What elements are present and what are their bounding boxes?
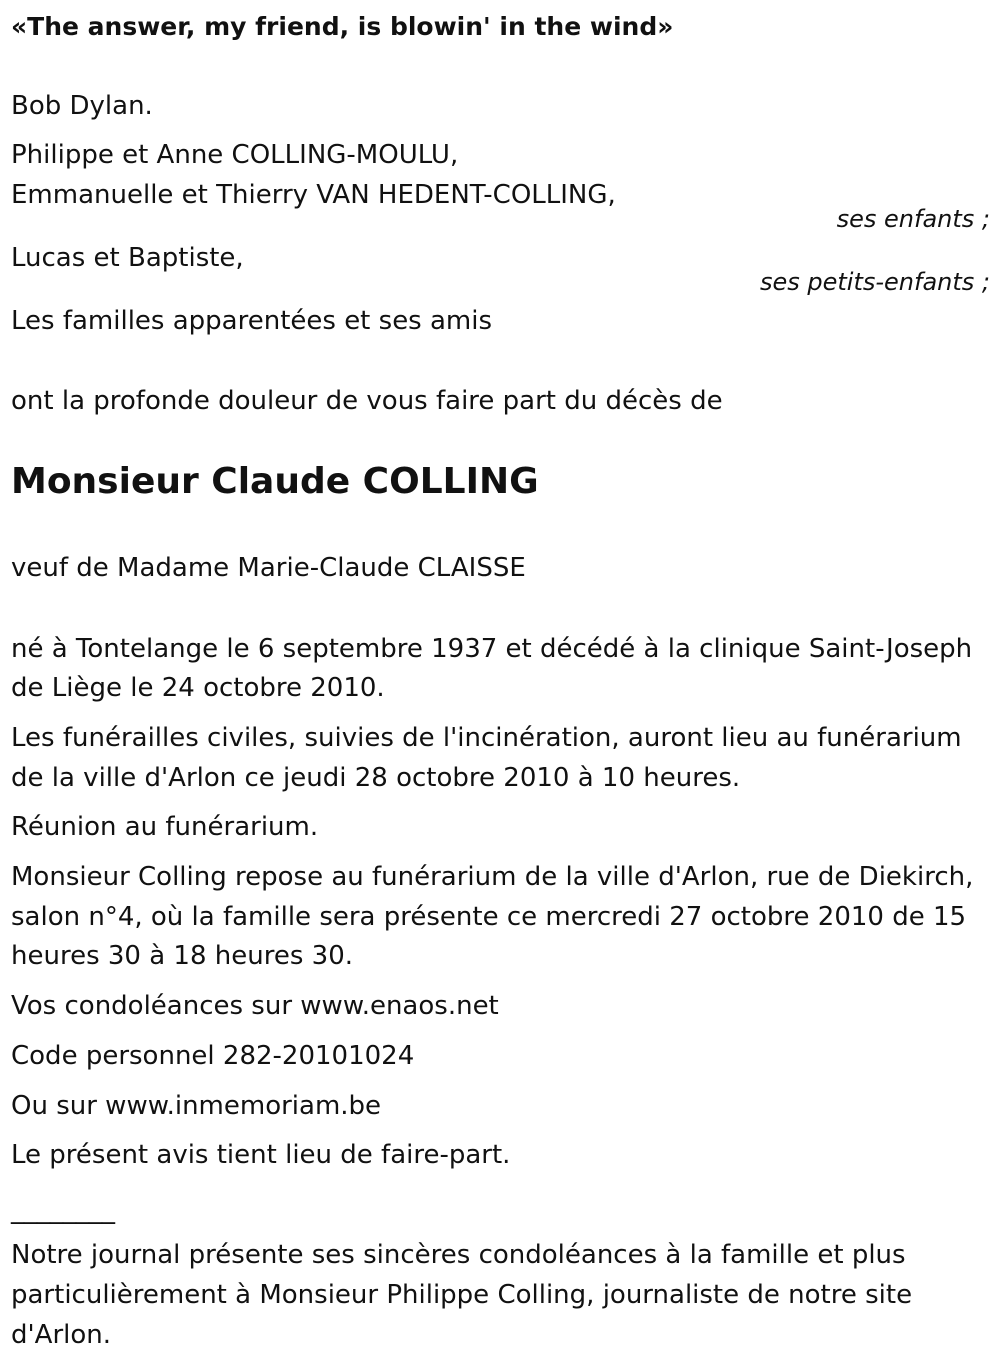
alt-site-line: Ou sur www.inmemoriam.be [11,1091,382,1121]
meeting-line: Réunion au funérarium. [11,812,319,842]
funeral-line-2: de la ville d'Arlon ce jeudi 28 octobre 2010 à 10 heures. [11,763,741,793]
rests-line-1: Monsieur Colling repose au funérarium de la ville d'Arlon, rue de Diekirch, [11,862,974,892]
rests-line-2: salon n°4, où la famille sera présente ce mercredi 27 octobre 2010 de 15 [11,902,967,932]
journal-line-1: Notre journal présente ses sincères condoléances à la famille et plus [11,1240,906,1270]
relatives-line: Les familles apparentées et ses amis [11,306,493,336]
grandchildren-line: Lucas et Baptiste, [11,243,244,273]
journal-line-3: d'Arlon. [11,1320,112,1350]
children-line-1: Philippe et Anne COLLING-MOULU, [11,140,459,170]
children-line-2: Emmanuelle et Thierry VAN HEDENT-COLLING, [11,180,616,210]
quote-author: Bob Dylan. [11,91,153,121]
children-role: ses enfants ; [836,205,990,233]
condolences-site-line: Vos condoléances sur www.enaos.net [11,991,499,1021]
announcement-line: ont la profonde douleur de vous faire part du décès de [11,386,723,416]
personal-code-line: Code personnel 282-20101024 [11,1041,415,1071]
separator-line: ________ [11,1195,115,1225]
notice-line: Le présent avis tient lieu de faire-part. [11,1140,511,1170]
grandchildren-role: ses petits-enfants ; [759,268,990,296]
funeral-line-1: Les funérailles civiles, suivies de l'incinération, auront lieu au funérarium [11,723,962,753]
journal-line-2: particulièrement à Monsieur Philippe Colling, journaliste de notre site [11,1280,913,1310]
birth-death-line-1: né à Tontelange le 6 septembre 1937 et décédé à la clinique Saint-Joseph [11,634,973,664]
epigraph-quote: «The answer, my friend, is blowin' in the wind» [11,12,674,41]
widower-line: veuf de Madame Marie-Claude CLAISSE [11,553,526,583]
rests-line-3: heures 30 à 18 heures 30. [11,941,353,971]
deceased-name: Monsieur Claude COLLING [11,461,539,502]
birth-death-line-2: de Liège le 24 octobre 2010. [11,673,385,703]
